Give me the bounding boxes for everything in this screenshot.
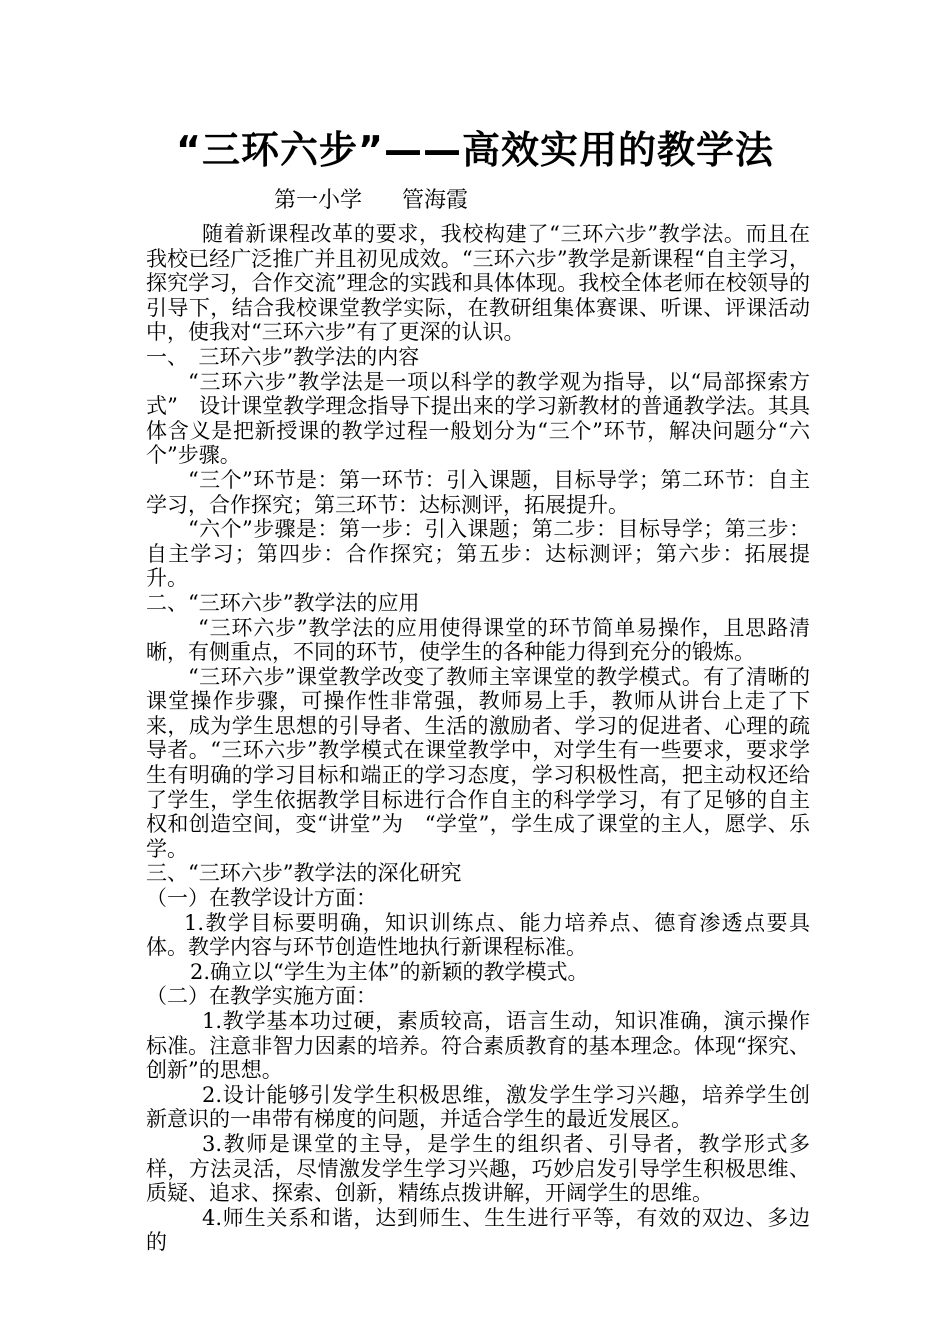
document-body <box>146 222 810 1255</box>
paragraph: 一、 三环六步”教学法的内容 <box>146 344 420 369</box>
document-title: “三环六步”——高效实用的教学法 <box>176 128 774 172</box>
paragraph: “三环六步”教学法的应用使得课堂的环节简单易操作，且思路清晰，有侧重点，不同的环节，使学生的各种能力得到充分的锻炼。 <box>146 615 810 665</box>
paragraph: 4.师生关系和谐，达到师生、生生进行平等，有效的双边、多边的 <box>146 1205 810 1255</box>
author-name: 管海霞 <box>402 188 469 213</box>
paragraph: “三环六步”课堂教学改变了教师主宰课堂的教学模式。有了清晰的课堂操作步骤，可操作性非常强，教师易上手，教师从讲台上走了下来，成为学生思想的引导者、生活的激励者、学习的促进者、心理的疏导者。“三环六步”教学模式在课堂教学中，对学生有一些要求，要求学生有明确的学习目标和端正的学习态度，学习积极性高，把主动权还给了学生，学生依据教学目标进行合作自主的科学学习，有了足够的自主权和创造空间，变“讲堂”为 “学堂”，学生成了课堂的主人，愿学、乐学。 <box>146 664 810 861</box>
paragraph: （一）在教学设计方面： <box>146 886 377 911</box>
paragraph: 1.教学目标要明确，知识训练点、能力培养点、德育渗透点要具体。教学内容与环节创造性地执行新课程标准。 <box>146 910 810 960</box>
paragraph: “三个”环节是：第一环节：引入课题，目标导学；第二环节：自主学习，合作探究；第三环节：达标测评，拓展提升。 <box>146 467 810 517</box>
paragraph: 2.确立以“学生为主体”的新颖的教学模式。 <box>190 959 589 984</box>
paragraph: “六个”步骤是：第一步：引入课题；第二步：目标导学；第三步：自主学习；第四步：合作探究；第五步：达标测评；第六步：拓展提升。 <box>146 517 810 591</box>
paragraph: “三环六步”教学法是一项以科学的教学观为指导，以“局部探索方式” 设计课堂教学理念指导下提出来的学习新教材的普通教学法。其具体含义是把新授课的教学过程一般划分为“三个”环节，解决问题分“六个”步骤。 <box>146 369 810 468</box>
paragraph: 二、“三环六步”教学法的应用 <box>146 590 420 615</box>
paragraph: 3.教师是课堂的主导，是学生的组织者、引导者，教学形式多样，方法灵活，尽情激发学生学习兴趣，巧妙启发引导学生积极思维、质疑、追求、探索、创新，精练点拨讲解，开阔学生的思维。 <box>146 1131 810 1206</box>
paragraph: 1.教学基本功过硬，素质较高，语言生动，知识准确，演示操作标准。注意非智力因素的培养。符合素质教育的基本理念。体现“探究、创新”的思想。 <box>146 1009 810 1083</box>
paragraph: （二）在教学实施方面： <box>146 984 377 1009</box>
paragraph: 三、“三环六步”教学法的深化研究 <box>146 861 462 886</box>
paragraph: 随着新课程改革的要求，我校构建了“三环六步”教学法。而且在我校已经广泛推广并且初见成效。“三环六步”教学是新课程“自主学习，探究学习，合作交流”理念的实践和具体体现。我校全体老师在校领导的引导下，结合我校课堂教学实际，在教研组集体赛课、听课、评课活动中，使我对“三环六步”有了更深的认识。 <box>146 222 810 345</box>
byline <box>274 186 468 216</box>
school-name: 第一小学 <box>274 188 363 213</box>
paragraph: 2.设计能够引发学生积极思维，激发学生学习兴趣，培养学生创新意识的一串带有梯度的问题，并适合学生的最近发展区。 <box>146 1082 810 1132</box>
